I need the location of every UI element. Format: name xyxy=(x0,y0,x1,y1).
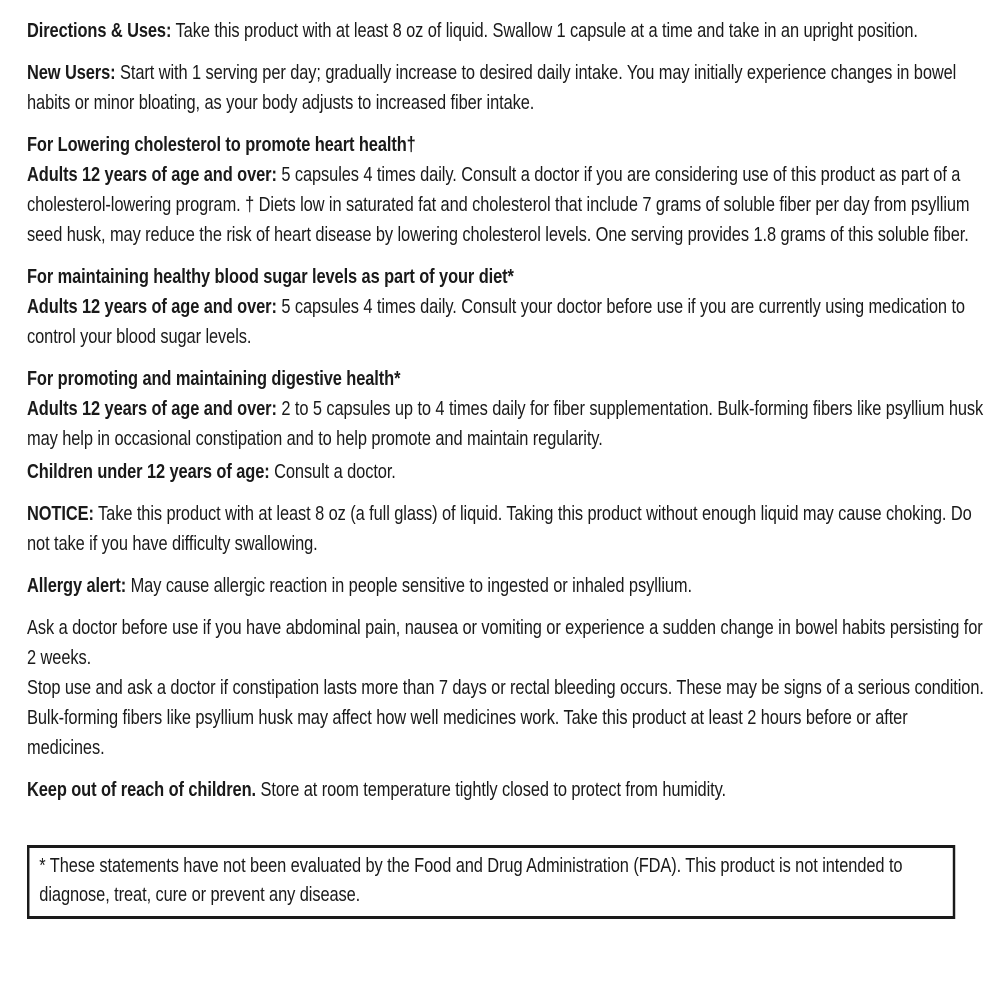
stop-use-warning: Stop use and ask a doctor if constipation lasts more than 7 days or rectal bleeding occurs. These may be signs of a serious condition. xyxy=(27,677,984,699)
children-label: Children under 12 years of age: xyxy=(27,461,270,483)
medicines-warning: Bulk-forming fibers like psyllium husk may affect how well medicines work. Take this product at least 2 hours before or after medicines. xyxy=(27,707,908,759)
notice-section xyxy=(27,499,985,559)
cholesterol-heading: For Lowering cholesterol to promote heart health† xyxy=(27,134,416,156)
allergy-alert-section xyxy=(27,571,985,601)
storage-text: Store at room temperature tightly closed to protect from humidity. xyxy=(260,779,727,801)
notice-label: NOTICE: xyxy=(27,503,94,525)
digestive-adults-text: 2 to 5 capsules up to 4 times daily for fiber supplementation. Bulk-forming fibers like psyllium husk may help in occasional constipation and to help promote and maintain regularity. xyxy=(27,398,984,450)
ask-doctor-warning: Ask a doctor before use if you have abdominal pain, nausea or vomiting or experience a sudden change in bowel habits persisting for 2 weeks. xyxy=(27,617,983,669)
cholesterol-adults-label: Adults 12 years of age and over: xyxy=(27,164,277,186)
blood-sugar-section xyxy=(27,262,985,352)
allergy-alert-label: Allergy alert: xyxy=(27,575,127,597)
directions-label: Directions & Uses: xyxy=(27,20,172,42)
digestive-dosage xyxy=(27,394,985,454)
fda-disclaimer-box xyxy=(27,845,955,919)
blood-sugar-adults-text: 5 capsules 4 times daily. Consult your doctor before use if you are currently using medication to control your blood sugar levels. xyxy=(27,296,965,348)
label-content xyxy=(27,16,985,919)
cholesterol-adults-text: 5 capsules 4 times daily. Consult a doctor if you are considering use of this product as part of a cholesterol-lowering program. † Diets low in saturated fat and cholesterol that include 7 grams of soluble fiber per day from psyllium seed husk, may reduce the risk of heart disease by lowering cholesterol levels. One serving provides 1.8 grams of this soluble fiber. xyxy=(27,164,970,246)
digestive-heading: For promoting and maintaining digestive health* xyxy=(27,368,401,390)
directions-section xyxy=(27,16,985,46)
allergy-alert-text: May cause allergic reaction in people sensitive to ingested or inhaled psyllium. xyxy=(130,575,692,597)
cholesterol-dosage xyxy=(27,160,985,250)
keep-out-of-reach-label: Keep out of reach of children. xyxy=(27,779,256,801)
storage-section xyxy=(27,775,985,805)
blood-sugar-adults-label: Adults 12 years of age and over: xyxy=(27,296,277,318)
digestive-section xyxy=(27,364,985,487)
new-users-section xyxy=(27,58,985,118)
children-text: Consult a doctor. xyxy=(274,461,396,483)
warnings-section xyxy=(27,613,985,763)
children-dosage xyxy=(27,457,985,487)
new-users-label: New Users: xyxy=(27,62,116,84)
directions-text: Take this product with at least 8 oz of liquid. Swallow 1 capsule at a time and take in an upright position. xyxy=(175,20,918,42)
new-users-text: Start with 1 serving per day; gradually increase to desired daily intake. You may initially experience changes in bowel habits or minor bloating, as your body adjusts to increased fiber intake. xyxy=(27,62,957,114)
blood-sugar-heading: For maintaining healthy blood sugar levels as part of your diet* xyxy=(27,266,514,288)
cholesterol-section xyxy=(27,130,985,250)
digestive-adults-label: Adults 12 years of age and over: xyxy=(27,398,277,420)
fda-disclaimer-text: * These statements have not been evaluated by the Food and Drug Administration (FDA). This product is not intended to diagnose, treat, cure or prevent any disease. xyxy=(39,855,903,906)
blood-sugar-dosage xyxy=(27,292,985,352)
notice-text: Take this product with at least 8 oz (a full glass) of liquid. Taking this product without enough liquid may cause choking. Do not take if you have difficulty swallowing. xyxy=(27,503,972,555)
